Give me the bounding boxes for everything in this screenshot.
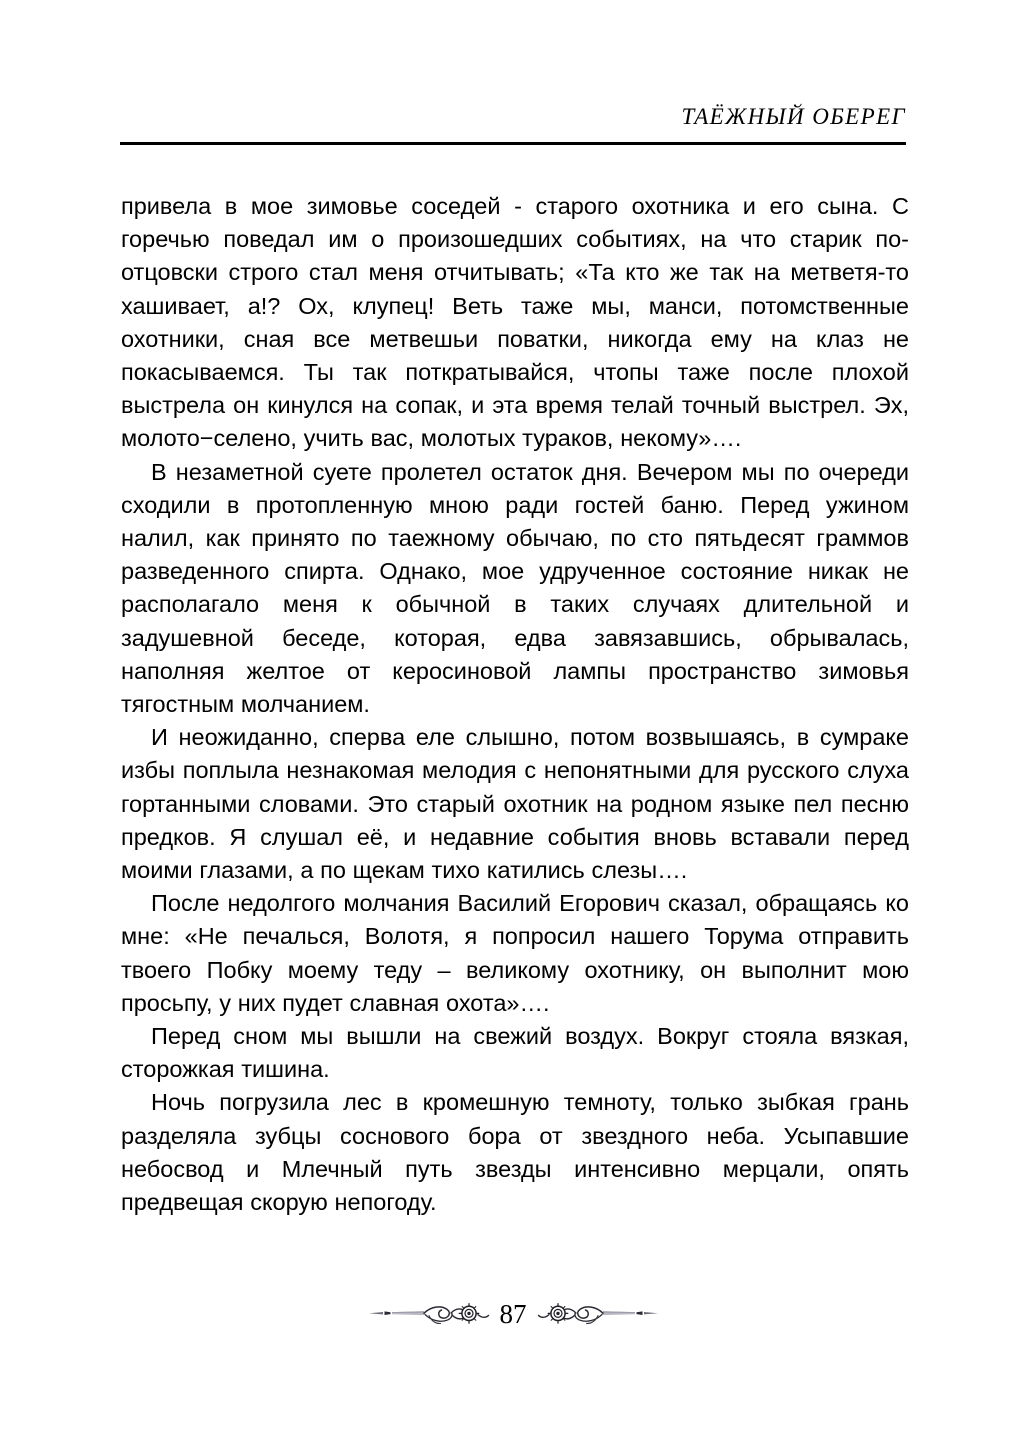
paragraph: И неожиданно, сперва еле слышно, потом возвышаясь, в сумраке избы поплыла незнакомая мелодия с непонятными для русского слуха гортанными словами. Это старый охотник на родном языке пел песню предков. Я слушал её, и недавние события вновь вставали перед моими глазами, а по щекам тихо катились слезы…. (121, 724, 909, 884)
paragraph: Перед сном мы вышли на свежий воздух. Вокруг стояла вязкая, сторожкая тишина. (121, 1023, 909, 1083)
flourish-ornament-left-icon (367, 1296, 491, 1330)
paragraph: В незаметной суете пролетел остаток дня. Вечером мы по очереди сходили в протопленную мною ради гостей баню. Перед ужином налил, как принято по таежному обычаю, по сто пятьдесят граммов разведенного спирта. Однако, мое удрученное состояние никак не располагало меня к обычной в таких случаях длительной и задушевной беседе, которая, едва завязавшись, обрывалась, наполняя желтое от керосиновой лампы пространство зимовья тягостным молчанием. (121, 458, 909, 718)
paragraph: привела в мое зимовье соседей - старого охотника и его сына. С горечью поведал им о произошедших событиях, на что старик по-отцовски строго стал меня отчитывать; «Та кто же так на метветя-то хашивает, а!? Ох, клупец! Веть таже мы, манси, потомственные охотники, сная все метвешьи поватки, никогда ему на клаз не покасываемся. Ты так поткратывайся, чтопы таже после плохой выстрела он кинулся на сопак, и эта время телай точный выстрел. Эх, молото−селено, учить вас, молотых тураков, некому»…. (121, 193, 909, 452)
running-header (120, 104, 906, 130)
page-number: 87 (499, 1298, 527, 1329)
paragraph: Ночь погрузила лес в кромешную темноту, только зыбкая грань разделяла зубцы соснового бора от звездного неба. Усыпавшие небосвод и Млечный путь звезды интенсивно мерцали, опять предвещая скорую непогоду. (121, 1089, 909, 1216)
page-footer (0, 1296, 1026, 1330)
flourish-ornament-right-icon (536, 1296, 660, 1330)
header-divider-rule (120, 142, 906, 145)
paragraph: После недолгого молчания Василий Егорович сказал, обращаясь ко мне: «Не печалься, Волотя, я попросил нашего Торума отправить твоего Побку моему теду – великому охотнику, он выполнит мою просьпу, у них пудет славная охота»…. (121, 890, 909, 1016)
body-text-column (121, 190, 909, 1219)
running-header-title: ТАЁЖНЫЙ ОБЕРЕГ (681, 104, 906, 129)
